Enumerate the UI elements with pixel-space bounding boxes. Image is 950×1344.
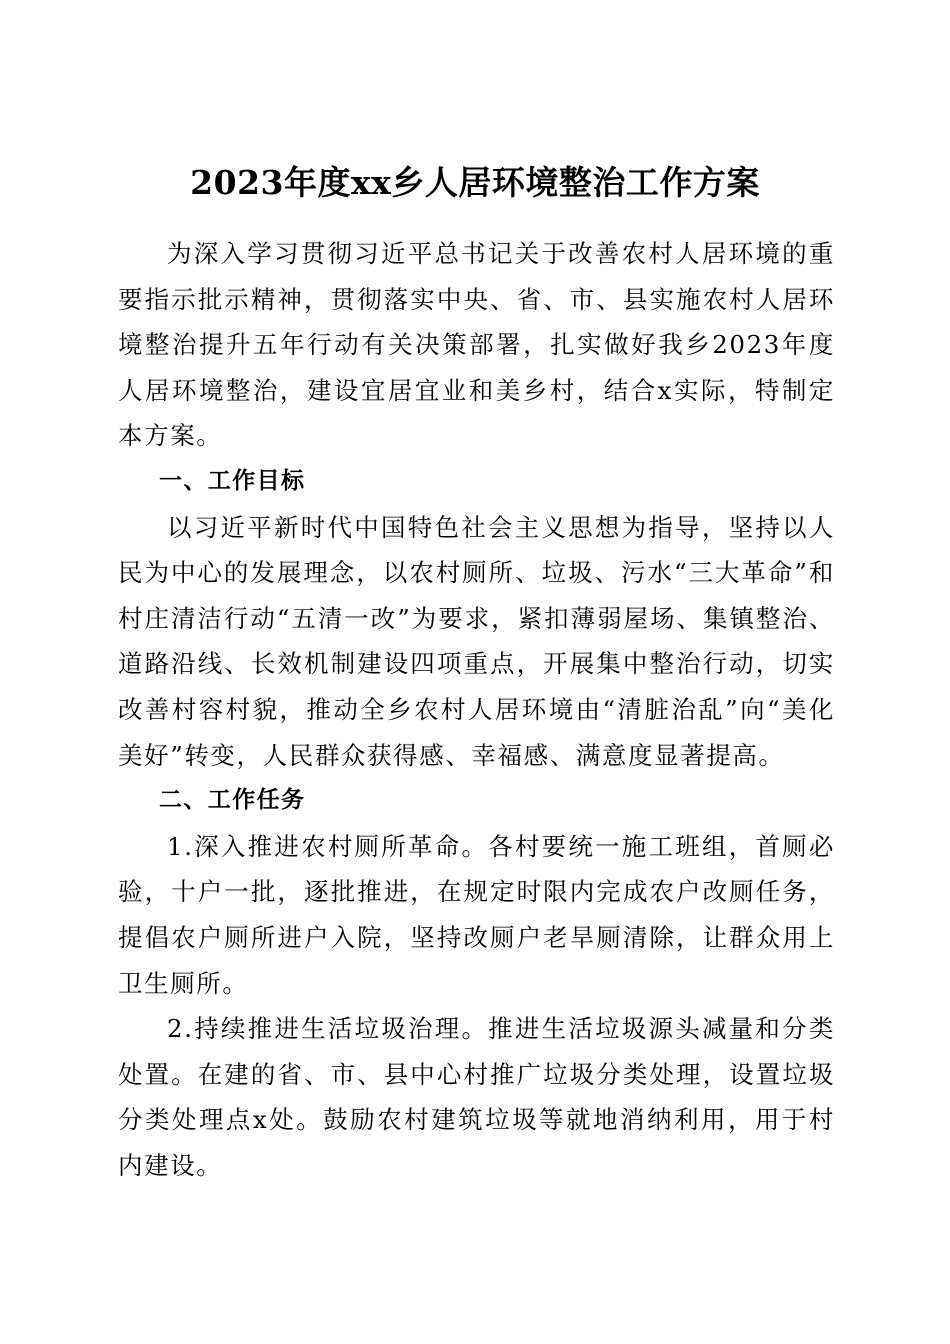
intro-paragraph: 为深入学习贯彻习近平总书记关于改善农村人居环境的重要指示批示精神，贯彻落实中央、省、市、县实施农村人居环境整治提升五年行动有关决策部署，扎实做好我乡2023年度人居环境整治，建设宜居宜业和美乡村，结合x实际，特制定本方案。 [118,239,835,451]
document-body [118,231,835,1188]
section-heading-tasks: 二、工作任务 [159,787,306,814]
document-title: 2023年度xx乡人居环境整治工作方案 [190,163,760,203]
section-heading-goals: 一、工作目标 [159,467,306,494]
task-paragraph-garbage: 2.持续推进生活垃圾治理。推进生活垃圾源头减量和分类处置。在建的省、市、县中心村推广垃圾分类处理，设置垃圾分类处理点x处。鼓励农村建筑垃圾等就地消纳利用，用于村内建设。 [118,1014,835,1180]
goals-paragraph: 以习近平新时代中国特色社会主义思想为指导，坚持以人民为中心的发展理念，以农村厕所、垃圾、污水“三大革命”和村庄清洁行动“五清一改”为要求，紧扣薄弱屋场、集镇整治、道路沿线、长效机制建设四项重点，开展集中整治行动，切实改善村容村貌，推动全乡农村人居环境由“清脏治乱”向“美化美好”转变，人民群众获得感、幸福感、满意度显著提高。 [118,512,835,770]
task-paragraph-toilet: 1.深入推进农村厕所革命。各村要统一施工班组，首厕必验，十户一批，逐批推进，在规定时限内完成农户改厕任务，提倡农户厕所进户入院，坚持改厕户老旱厕清除，让群众用上卫生厕所。 [118,831,835,998]
